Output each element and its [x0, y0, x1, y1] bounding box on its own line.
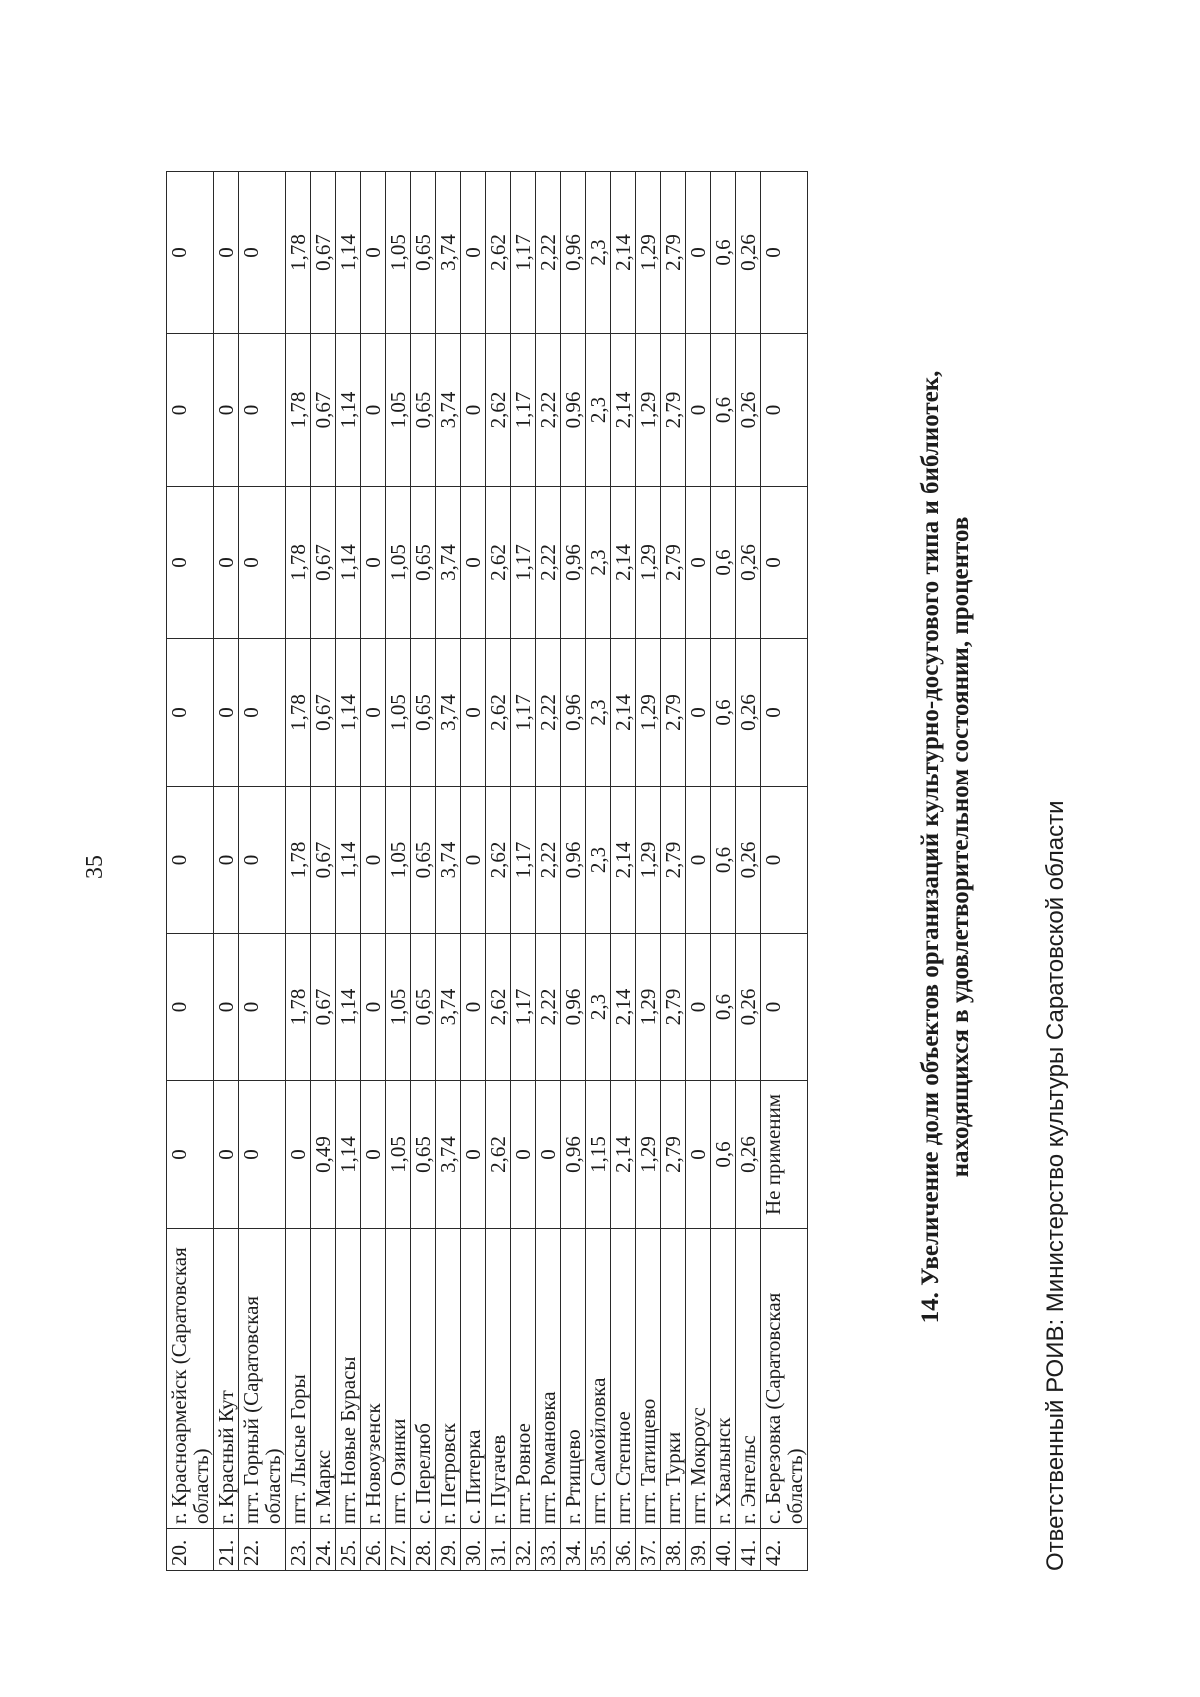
indicator-caption: [916, 197, 976, 1497]
value-cell: 0,6: [711, 934, 736, 1081]
row-number: 39.: [686, 1529, 711, 1571]
table-row: [311, 172, 336, 1571]
row-number: 42.: [761, 1529, 808, 1571]
value-cell: 1,29: [636, 334, 661, 487]
table-row: [286, 172, 311, 1571]
value-cell: 1,14: [336, 787, 361, 934]
row-number: 30.: [461, 1529, 486, 1571]
municipality-name: г. Петровск: [436, 1229, 461, 1529]
value-cell: 0: [461, 1081, 486, 1229]
value-cell: 1,05: [386, 334, 411, 487]
row-number: 40.: [711, 1529, 736, 1571]
value-cell: 2,79: [661, 172, 686, 334]
table-row: [411, 172, 436, 1571]
caption-line-2: находящихся в удовлетворительном состоянии, процентов: [947, 516, 974, 1178]
value-cell: 2,79: [661, 334, 686, 487]
value-cell: 0: [214, 172, 239, 334]
row-number: 34.: [561, 1529, 586, 1571]
row-number: 35.: [586, 1529, 611, 1571]
value-cell: 0: [761, 934, 808, 1081]
row-number: 41.: [736, 1529, 761, 1571]
value-cell: 2,14: [611, 334, 636, 487]
value-cell: 0,65: [411, 487, 436, 639]
value-cell: 1,29: [636, 639, 661, 787]
value-cell: 1,17: [511, 172, 536, 334]
value-cell: 0: [167, 172, 214, 334]
value-cell: 0: [686, 934, 711, 1081]
value-cell: 0: [461, 639, 486, 787]
value-cell: 1,05: [386, 934, 411, 1081]
municipality-name: пгт. Татищево: [636, 1229, 661, 1529]
value-cell: 3,74: [436, 334, 461, 487]
value-cell: 2,79: [661, 1081, 686, 1229]
value-cell: 1,78: [286, 487, 311, 639]
row-number: 20.: [167, 1529, 214, 1571]
value-cell: 0,26: [736, 334, 761, 487]
value-cell: 0,26: [736, 787, 761, 934]
value-cell: 0: [686, 787, 711, 934]
table-row: [686, 172, 711, 1571]
value-cell: 0,26: [736, 172, 761, 334]
value-cell: 1,29: [636, 172, 661, 334]
row-number: 22.: [239, 1529, 286, 1571]
value-cell: 2,79: [661, 787, 686, 934]
municipality-name: г. Ртищево: [561, 1229, 586, 1529]
row-number: 25.: [336, 1529, 361, 1571]
table-row: [486, 172, 511, 1571]
value-cell: 0: [286, 1081, 311, 1229]
value-cell: 0: [167, 639, 214, 787]
value-cell: 2,3: [586, 639, 611, 787]
row-number: 28.: [411, 1529, 436, 1571]
municipality-name: пгт. Самойловка: [586, 1229, 611, 1529]
municipality-name: г. Красный Кут: [214, 1229, 239, 1529]
table-row: [586, 172, 611, 1571]
value-cell: 0,65: [411, 639, 436, 787]
municipality-name: г. Энгельс: [736, 1229, 761, 1529]
value-cell: 0,65: [411, 787, 436, 934]
municipality-name: пгт. Озинки: [386, 1229, 411, 1529]
indicator-table: [166, 171, 808, 1571]
municipality-name: с. Березовка (Саратовская область): [761, 1229, 808, 1529]
row-number: 31.: [486, 1529, 511, 1571]
responsible-authority: Ответственный РОИВ: Министерство культуры Саратовской области: [1042, 800, 1069, 1571]
value-cell: 0: [361, 934, 386, 1081]
municipality-name: г. Маркс: [311, 1229, 336, 1529]
value-cell: 0,26: [736, 934, 761, 1081]
table-row: [511, 172, 536, 1571]
value-cell: 3,74: [436, 639, 461, 787]
value-cell: 2,62: [486, 787, 511, 934]
table-row: [561, 172, 586, 1571]
value-cell: 0,65: [411, 1081, 436, 1229]
value-cell: 0,65: [411, 172, 436, 334]
municipality-name: с. Перелюб: [411, 1229, 436, 1529]
value-cell: 2,14: [611, 487, 636, 639]
value-cell: 0,65: [411, 334, 436, 487]
value-cell: 0: [686, 639, 711, 787]
value-cell: 0: [461, 487, 486, 639]
value-cell: 0: [239, 334, 286, 487]
value-cell: 0: [239, 172, 286, 334]
value-cell: 0,96: [561, 334, 586, 487]
value-cell: 0: [214, 334, 239, 487]
value-cell: 0: [239, 639, 286, 787]
value-cell: 1,29: [636, 787, 661, 934]
value-cell: 0: [686, 334, 711, 487]
value-cell: 0: [461, 172, 486, 334]
value-cell: 0: [361, 487, 386, 639]
row-number: 29.: [436, 1529, 461, 1571]
value-cell: 2,3: [586, 334, 611, 487]
value-cell: 1,14: [336, 487, 361, 639]
value-cell: 0,96: [561, 172, 586, 334]
value-cell: 0: [761, 487, 808, 639]
value-cell: 1,05: [386, 487, 411, 639]
table-body: [167, 172, 808, 1571]
value-cell: 0: [239, 787, 286, 934]
value-cell: 0: [761, 787, 808, 934]
value-cell: 1,78: [286, 639, 311, 787]
table-row: [214, 172, 239, 1571]
value-cell: 0: [761, 172, 808, 334]
value-cell: 0,6: [711, 172, 736, 334]
value-cell: 0,67: [311, 934, 336, 1081]
value-cell: 0: [361, 334, 386, 487]
value-cell: 0,26: [736, 639, 761, 787]
value-cell: 2,3: [586, 487, 611, 639]
value-cell: 0,67: [311, 639, 336, 787]
municipality-name: пгт. Новые Бурасы: [336, 1229, 361, 1529]
value-cell: 2,62: [486, 172, 511, 334]
value-cell: 0: [686, 1081, 711, 1229]
value-cell: 1,17: [511, 787, 536, 934]
value-cell: 2,22: [536, 934, 561, 1081]
value-cell: 0: [214, 1081, 239, 1229]
municipality-name: пгт. Степное: [611, 1229, 636, 1529]
value-cell: 1,05: [386, 787, 411, 934]
value-cell: 1,78: [286, 787, 311, 934]
value-cell: 0,96: [561, 487, 586, 639]
value-cell: 1,17: [511, 934, 536, 1081]
value-cell: 0,49: [311, 1081, 336, 1229]
value-cell: 0: [167, 787, 214, 934]
value-cell: 2,3: [586, 787, 611, 934]
value-cell: 0: [761, 639, 808, 787]
value-cell: 2,14: [611, 787, 636, 934]
value-cell: 0,6: [711, 787, 736, 934]
value-cell: 3,74: [436, 172, 461, 334]
value-cell: 1,17: [511, 639, 536, 787]
value-cell: 1,14: [336, 172, 361, 334]
table-row: [167, 172, 214, 1571]
municipality-name: пгт. Лысые Горы: [286, 1229, 311, 1529]
value-cell: 0,96: [561, 639, 586, 787]
row-number: 33.: [536, 1529, 561, 1571]
value-cell: 0,96: [561, 934, 586, 1081]
value-cell: 2,62: [486, 334, 511, 487]
value-cell: 0: [686, 487, 711, 639]
value-cell: 0: [461, 334, 486, 487]
value-cell: 1,78: [286, 172, 311, 334]
value-cell: 0: [214, 934, 239, 1081]
row-number: 23.: [286, 1529, 311, 1571]
value-cell: 1,29: [636, 1081, 661, 1229]
value-cell: 0: [761, 334, 808, 487]
row-number: 26.: [361, 1529, 386, 1571]
table-row: [336, 172, 361, 1571]
value-cell: 0,26: [736, 1081, 761, 1229]
value-cell: 2,14: [611, 639, 636, 787]
municipality-name: пгт. Мокроус: [686, 1229, 711, 1529]
row-number: 37.: [636, 1529, 661, 1571]
table-row: [436, 172, 461, 1571]
value-cell: 3,74: [436, 1081, 461, 1229]
value-cell: 0,67: [311, 787, 336, 934]
value-cell: 2,22: [536, 639, 561, 787]
value-cell: 0: [461, 787, 486, 934]
value-cell: 2,62: [486, 487, 511, 639]
value-cell: 0: [361, 172, 386, 334]
caption-line-1: 14. Увеличение доли объектов организаций культурно-досугового типа и библиотек,: [917, 370, 944, 1324]
municipality-name: г. Хвалынск: [711, 1229, 736, 1529]
value-cell: 2,62: [486, 934, 511, 1081]
municipality-name: с. Питерка: [461, 1229, 486, 1529]
value-cell: 2,14: [611, 1081, 636, 1229]
value-cell: 2,14: [611, 934, 636, 1081]
value-cell: 2,3: [586, 172, 611, 334]
value-cell: 1,05: [386, 172, 411, 334]
value-cell: 0: [511, 1081, 536, 1229]
value-cell: 0,6: [711, 334, 736, 487]
table-row: [661, 172, 686, 1571]
value-cell: 0: [239, 487, 286, 639]
value-cell: 1,14: [336, 334, 361, 487]
value-cell: 0: [214, 787, 239, 934]
table-row: [461, 172, 486, 1571]
row-number: 38.: [661, 1529, 686, 1571]
value-cell: 0: [214, 487, 239, 639]
value-cell: 0: [361, 1081, 386, 1229]
row-number: 27.: [386, 1529, 411, 1571]
row-number: 21.: [214, 1529, 239, 1571]
value-cell: 0,6: [711, 487, 736, 639]
value-cell: 2,22: [536, 334, 561, 487]
value-cell: 3,74: [436, 934, 461, 1081]
value-cell: 0: [167, 487, 214, 639]
table-row: [761, 172, 808, 1571]
value-cell: 1,05: [386, 639, 411, 787]
value-cell: 0,6: [711, 1081, 736, 1229]
municipality-name: пгт. Романовка: [536, 1229, 561, 1529]
value-cell: 1,14: [336, 639, 361, 787]
municipality-name: пгт. Ровное: [511, 1229, 536, 1529]
value-cell: 3,74: [436, 487, 461, 639]
table-row: [536, 172, 561, 1571]
value-cell: 0,67: [311, 334, 336, 487]
municipality-name: г. Пугачев: [486, 1229, 511, 1529]
value-cell: 2,79: [661, 934, 686, 1081]
table-row: [386, 172, 411, 1571]
value-cell: 1,78: [286, 934, 311, 1081]
row-number: 24.: [311, 1529, 336, 1571]
value-cell: 1,14: [336, 1081, 361, 1229]
municipality-name: пгт. Турки: [661, 1229, 686, 1529]
value-cell: 1,29: [636, 934, 661, 1081]
value-cell: 2,62: [486, 639, 511, 787]
value-cell: 2,22: [536, 787, 561, 934]
value-cell: Не применим: [761, 1081, 808, 1229]
value-cell: 2,22: [536, 487, 561, 639]
value-cell: 0,65: [411, 934, 436, 1081]
value-cell: 0: [167, 934, 214, 1081]
value-cell: 0,6: [711, 639, 736, 787]
value-cell: 0: [461, 934, 486, 1081]
value-cell: 1,29: [636, 487, 661, 639]
table-row: [611, 172, 636, 1571]
value-cell: 0: [214, 639, 239, 787]
row-number: 36.: [611, 1529, 636, 1571]
value-cell: 0: [361, 787, 386, 934]
value-cell: 0,67: [311, 172, 336, 334]
value-cell: 2,79: [661, 487, 686, 639]
value-cell: 3,74: [436, 787, 461, 934]
value-cell: 0: [167, 334, 214, 487]
value-cell: 2,22: [536, 172, 561, 334]
value-cell: 2,62: [486, 1081, 511, 1229]
table-row: [736, 172, 761, 1571]
municipality-name: г. Красноармейск (Саратовская область): [167, 1229, 214, 1529]
municipality-name: г. Новоузенск: [361, 1229, 386, 1529]
value-cell: 0: [536, 1081, 561, 1229]
municipality-name: пгт. Горный (Саратовская область): [239, 1229, 286, 1529]
page-number: 35: [82, 855, 108, 879]
value-cell: 0: [361, 639, 386, 787]
value-cell: 2,14: [611, 172, 636, 334]
value-cell: 0: [239, 934, 286, 1081]
table-row: [239, 172, 286, 1571]
value-cell: 0: [239, 1081, 286, 1229]
table-row: [636, 172, 661, 1571]
value-cell: 1,05: [386, 1081, 411, 1229]
value-cell: 1,78: [286, 334, 311, 487]
value-cell: 0,96: [561, 787, 586, 934]
value-cell: 0: [686, 172, 711, 334]
value-cell: 2,3: [586, 934, 611, 1081]
value-cell: 0,96: [561, 1081, 586, 1229]
table-row: [361, 172, 386, 1571]
value-cell: 1,17: [511, 334, 536, 487]
value-cell: 0,26: [736, 487, 761, 639]
table-row: [711, 172, 736, 1571]
value-cell: 0,67: [311, 487, 336, 639]
row-number: 32.: [511, 1529, 536, 1571]
value-cell: 1,17: [511, 487, 536, 639]
value-cell: 0: [167, 1081, 214, 1229]
value-cell: 1,14: [336, 934, 361, 1081]
value-cell: 2,79: [661, 639, 686, 787]
value-cell: 1,15: [586, 1081, 611, 1229]
